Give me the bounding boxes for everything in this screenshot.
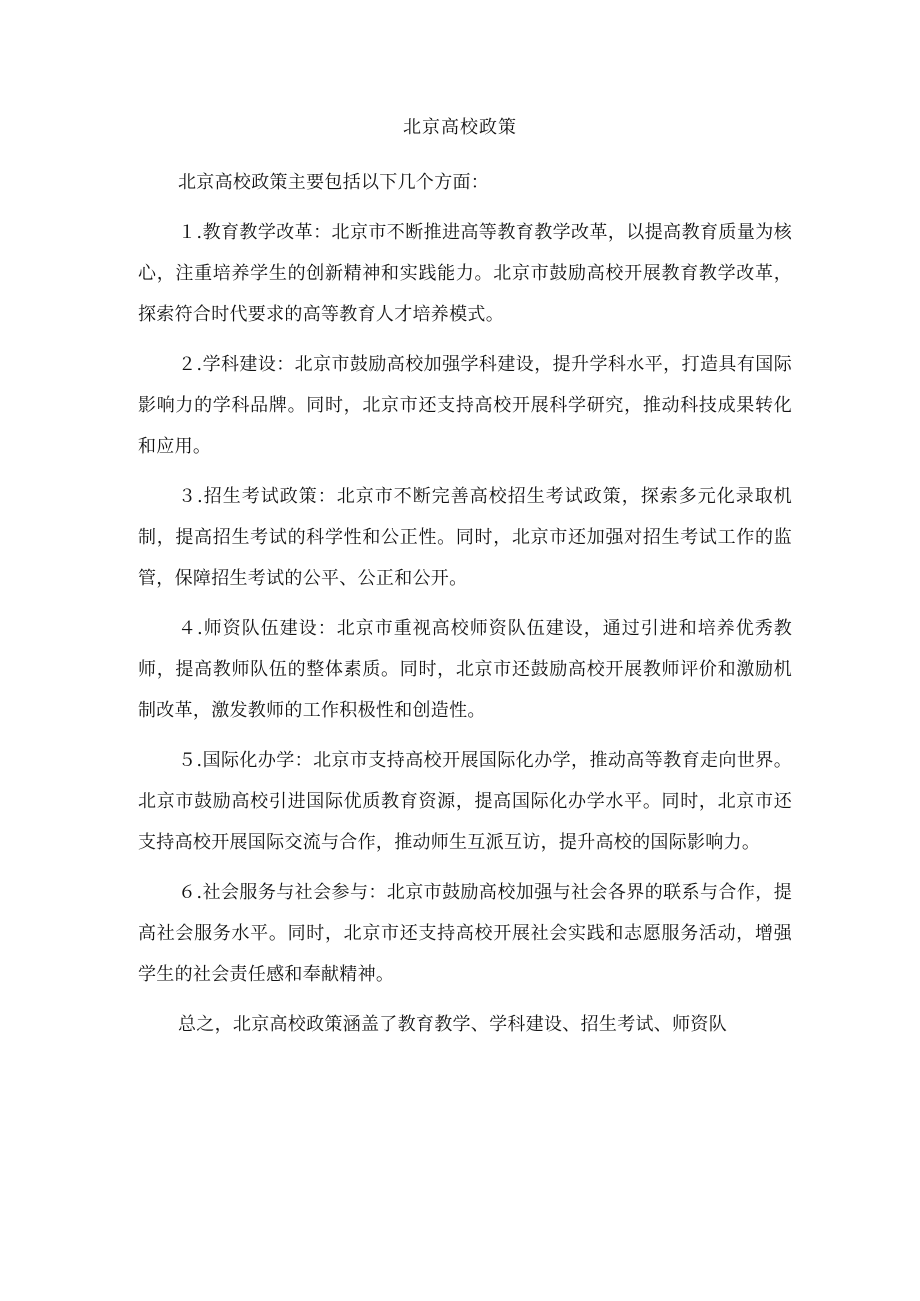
document-title: 北京高校政策: [403, 117, 517, 138]
paragraph-admission-policy: ３.招生考试政策：北京市不断完善高校招生考试政策，探索多元化录取机制，提高招生考试的科学性和公正性。同时，北京市还加强对招生考试工作的监管，保障招生考试的公平、公正和公开。: [138, 486, 792, 589]
paragraph-summary: 总之，北京高校政策涵盖了教育教学、学科建设、招生考试、师资队: [178, 1014, 727, 1035]
paragraph-faculty-building: ４.师资队伍建设：北京市重视高校师资队伍建设，通过引进和培养优秀教师，提高教师队伍的整体素质。同时，北京市还鼓励高校开展教师评价和激励机制改革，激发教师的工作积极性和创造性。: [138, 618, 792, 721]
document-body: [138, 162, 792, 1054]
paragraph-social-service: ６.社会服务与社会参与：北京市鼓励高校加强与社会各界的联系与合作，提高社会服务水平。同时，北京市还支持高校开展社会实践和志愿服务活动，增强学生的社会责任感和奉献精神。: [138, 882, 792, 985]
paragraph-discipline-building: ２.学科建设：北京市鼓励高校加强学科建设，提升学科水平，打造具有国际影响力的学科品牌。同时，北京市还支持高校开展科学研究，推动科技成果转化和应用。: [138, 354, 792, 457]
paragraph-intro: 北京高校政策主要包括以下几个方面：: [178, 172, 490, 193]
paragraph-teaching-reform: １.教育教学改革：北京市不断推进高等教育教学改革，以提高教育质量为核心，注重培养学生的创新精神和实践能力。北京市鼓励高校开展教育教学改革，探索符合时代要求的高等教育人才培养模式。: [138, 222, 792, 325]
paragraph-internationalization: ５.国际化办学：北京市支持高校开展国际化办学，推动高等教育走向世界。北京市鼓励高校引进国际优质教育资源，提高国际化办学水平。同时，北京市还支持高校开展国际交流与合作，推动师生互派互访，提升高校的国际影响力。: [138, 750, 792, 853]
